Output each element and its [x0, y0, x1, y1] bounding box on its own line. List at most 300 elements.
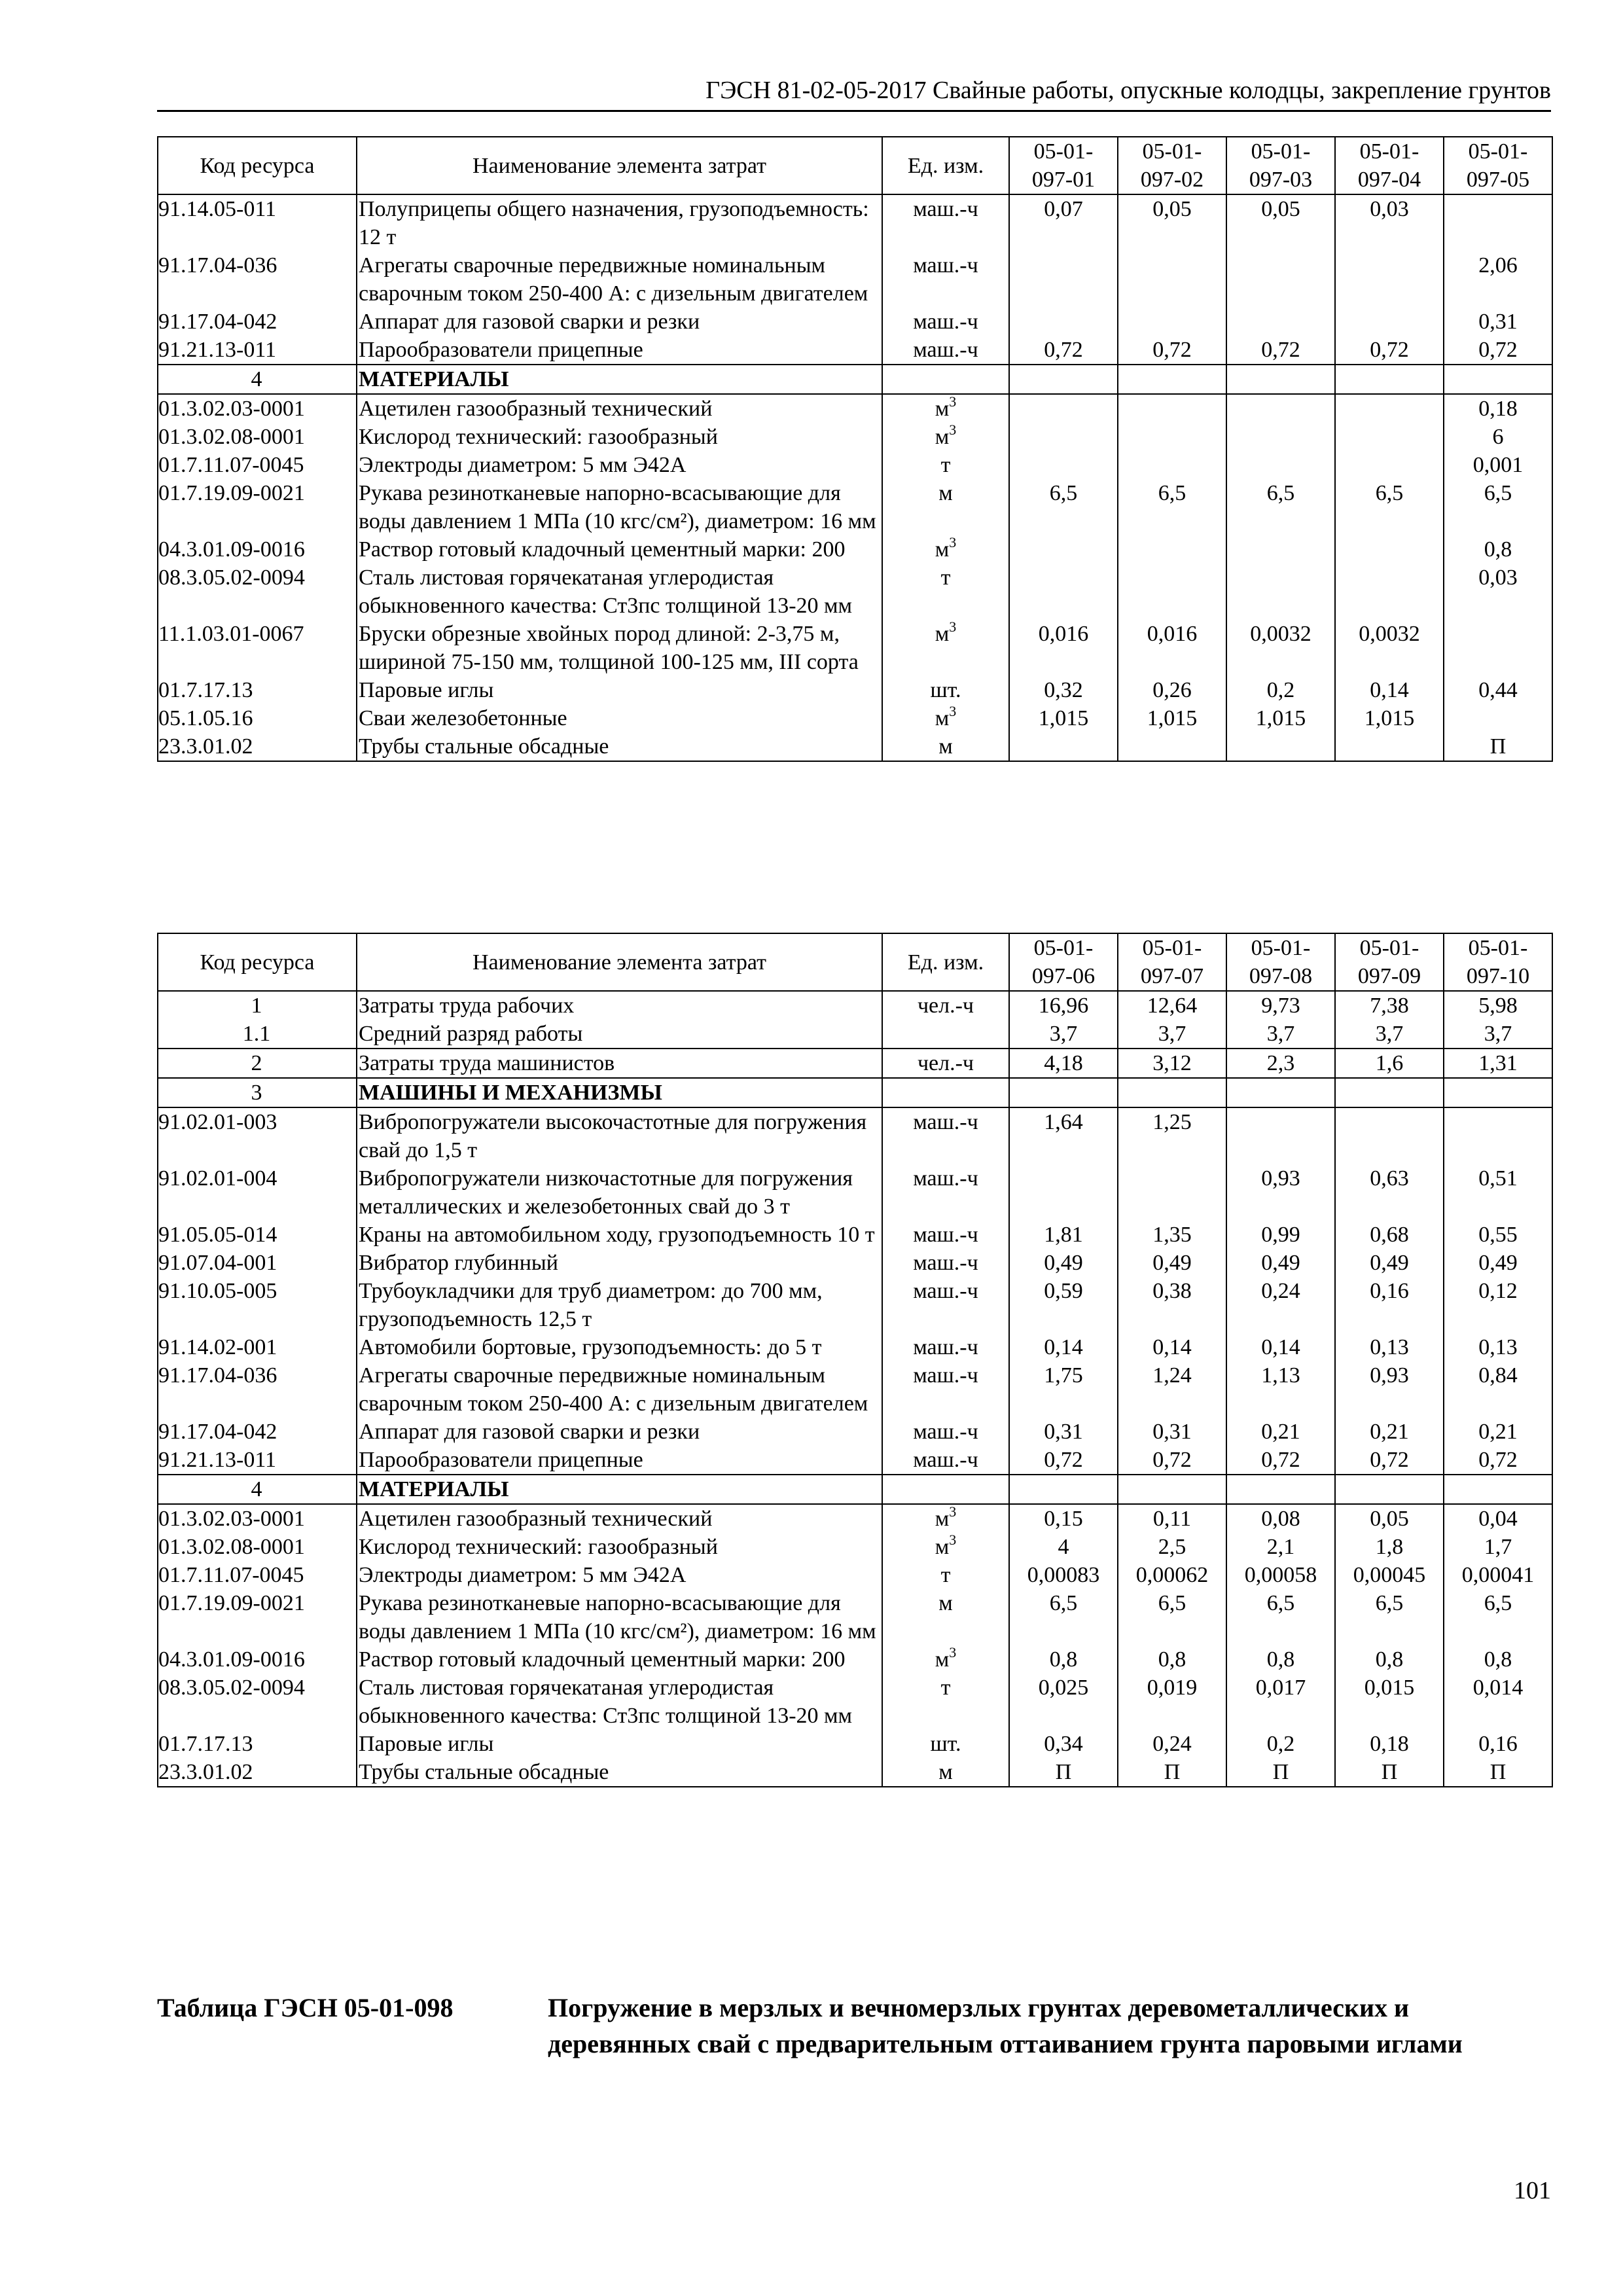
unit-cell — [882, 1533, 1009, 1561]
value-cell: 1,6 — [1335, 1049, 1444, 1078]
value-cell — [1335, 451, 1444, 479]
resource-name: Парообразователи прицепные — [357, 336, 882, 365]
resource-code: 91.14.05-011 — [158, 194, 357, 251]
table-row — [158, 336, 1552, 365]
value-cell: 6,5 — [1335, 479, 1444, 535]
value-cell: 0,015 — [1335, 1674, 1444, 1730]
value-cell: 6,5 — [1226, 1589, 1335, 1645]
header-code: Код ресурса — [158, 933, 357, 991]
value-cell — [1335, 308, 1444, 336]
value-cell: 1,015 — [1009, 704, 1118, 732]
resource-code: 91.17.04-042 — [158, 308, 357, 336]
resource-code: 91.07.04-001 — [158, 1249, 357, 1277]
resource-name: Раствор готовый кладочный цементный марки: 200 — [357, 1645, 882, 1674]
resource-code: 4 — [158, 1475, 357, 1504]
value-cell: 1,015 — [1118, 704, 1226, 732]
value-cell — [1335, 365, 1444, 394]
value-cell: 0,016 — [1118, 620, 1226, 676]
value-cell: 1,31 — [1444, 1049, 1552, 1078]
table-body — [158, 194, 1552, 761]
value-cell: 0,84 — [1444, 1361, 1552, 1418]
resource-code: 01.7.19.09-0021 — [158, 479, 357, 535]
resource-code: 01.7.17.13 — [158, 676, 357, 704]
unit-cell — [882, 1674, 1009, 1730]
unit-superscript: 3 — [949, 422, 957, 438]
value-cell: 0,08 — [1226, 1504, 1335, 1533]
value-cell: 7,38 — [1335, 991, 1444, 1020]
value-cell: 0,00062 — [1118, 1561, 1226, 1589]
unit-superscript: 3 — [949, 534, 957, 550]
unit-text: м — [935, 1535, 950, 1559]
value-cell: 1,75 — [1009, 1361, 1118, 1418]
resource-code: 01.3.02.08-0001 — [158, 1533, 357, 1561]
value-cell — [1118, 535, 1226, 564]
value-cell — [1335, 423, 1444, 451]
table-row — [158, 1533, 1552, 1561]
resource-code: 01.7.19.09-0021 — [158, 1589, 357, 1645]
resource-code: 11.1.03.01-0067 — [158, 620, 357, 676]
resource-name: Затраты труда рабочих — [357, 991, 882, 1020]
value-cell: 4,18 — [1009, 1049, 1118, 1078]
unit-cell — [882, 1333, 1009, 1361]
resource-code: 91.17.04-036 — [158, 251, 357, 308]
unit-text: маш.-ч — [913, 1251, 978, 1275]
value-cell: 2,5 — [1118, 1533, 1226, 1561]
unit-text: т — [940, 565, 951, 590]
header-code: Код ресурса — [158, 137, 357, 194]
value-cell: 0,13 — [1335, 1333, 1444, 1361]
resource-code: 91.02.01-003 — [158, 1107, 357, 1164]
unit-cell — [882, 1504, 1009, 1533]
unit-cell — [882, 336, 1009, 365]
table-row — [158, 1589, 1552, 1645]
resource-name: Паровые иглы — [357, 676, 882, 704]
table-row — [158, 1730, 1552, 1758]
resource-code: 01.7.11.07-0045 — [158, 451, 357, 479]
resource-code: 91.21.13-011 — [158, 1446, 357, 1475]
unit-text: чел.-ч — [917, 994, 974, 1018]
unit-cell — [882, 1589, 1009, 1645]
value-cell — [1118, 1475, 1226, 1504]
value-cell: П — [1335, 1758, 1444, 1787]
resource-code: 04.3.01.09-0016 — [158, 1645, 357, 1674]
resource-code: 23.3.01.02 — [158, 1758, 357, 1787]
resource-name: Краны на автомобильном ходу, грузоподъемность 10 т — [357, 1221, 882, 1249]
table-row — [158, 1561, 1552, 1589]
unit-cell — [882, 676, 1009, 704]
table-row — [158, 535, 1552, 564]
unit-text: м — [935, 397, 950, 421]
value-cell: 0,51 — [1444, 1164, 1552, 1221]
value-cell — [1009, 1475, 1118, 1504]
value-cell — [1226, 251, 1335, 308]
resource-table-2 — [157, 933, 1553, 1787]
value-cell: 0,04 — [1444, 1504, 1552, 1533]
value-cell: 2,06 — [1444, 251, 1552, 308]
value-cell: 0,49 — [1444, 1249, 1552, 1277]
table-row — [158, 251, 1552, 308]
unit-cell — [882, 1361, 1009, 1418]
value-cell: 2,1 — [1226, 1533, 1335, 1561]
value-cell: 1,81 — [1009, 1221, 1118, 1249]
value-cell: 12,64 — [1118, 991, 1226, 1020]
unit-cell — [882, 365, 1009, 394]
unit-cell — [882, 394, 1009, 423]
value-cell: 0,05 — [1335, 1504, 1444, 1533]
value-cell: П — [1444, 1758, 1552, 1787]
unit-cell — [882, 1107, 1009, 1164]
header-col-3: 05-01- 097-08 — [1226, 933, 1335, 991]
value-cell: 0,32 — [1009, 676, 1118, 704]
value-cell — [1226, 451, 1335, 479]
unit-text: м — [935, 1647, 950, 1672]
resource-code: 01.3.02.03-0001 — [158, 394, 357, 423]
value-cell — [1226, 365, 1335, 394]
value-cell — [1226, 1078, 1335, 1107]
table-row — [158, 1164, 1552, 1221]
value-cell: 0,16 — [1444, 1730, 1552, 1758]
header-col-4: 05-01- 097-04 — [1335, 137, 1444, 194]
unit-text: т — [940, 453, 951, 477]
value-cell — [1009, 535, 1118, 564]
value-cell — [1444, 704, 1552, 732]
value-cell — [1335, 564, 1444, 620]
header-unit: Ед. изм. — [882, 137, 1009, 194]
unit-text: чел.-ч — [917, 1051, 974, 1075]
unit-cell — [882, 1645, 1009, 1674]
unit-cell — [882, 1020, 1009, 1049]
resource-name: МАШИНЫ И МЕХАНИЗМЫ — [357, 1078, 882, 1107]
value-cell: 0,72 — [1444, 336, 1552, 365]
resource-name: Агрегаты сварочные передвижные номинальным сварочным током 250-400 А: с дизельным двигателем — [357, 251, 882, 308]
unit-cell — [882, 1249, 1009, 1277]
value-cell — [1226, 423, 1335, 451]
resource-code: 01.7.11.07-0045 — [158, 1561, 357, 1589]
value-cell — [1335, 1475, 1444, 1504]
unit-text: м — [935, 706, 950, 730]
unit-cell — [882, 564, 1009, 620]
resource-name: Рукава резинотканевые напорно-всасывающие для воды давлением 1 МПа (10 кгс/см²), диаметром: 16 мм — [357, 1589, 882, 1645]
value-cell — [1226, 732, 1335, 761]
resource-code: 04.3.01.09-0016 — [158, 535, 357, 564]
value-cell: 6,5 — [1118, 479, 1226, 535]
table-row — [158, 423, 1552, 451]
resource-name: Кислород технический: газообразный — [357, 423, 882, 451]
value-cell — [1335, 251, 1444, 308]
table-row — [158, 308, 1552, 336]
value-cell: 0,00083 — [1009, 1561, 1118, 1589]
value-cell: 0,03 — [1335, 194, 1444, 251]
value-cell: 0,24 — [1118, 1730, 1226, 1758]
resource-table-1 — [157, 136, 1553, 762]
table-row — [158, 1361, 1552, 1418]
value-cell: 0,72 — [1226, 336, 1335, 365]
table-row — [158, 194, 1552, 251]
table-row — [158, 394, 1552, 423]
resource-name: Вибропогружатели низкочастотные для погружения металлических и железобетонных свай до 3 т — [357, 1164, 882, 1221]
value-cell: 0,44 — [1444, 676, 1552, 704]
resource-name: Трубы стальные обсадные — [357, 1758, 882, 1787]
header-col-1: 05-01- 097-06 — [1009, 933, 1118, 991]
resource-code: 91.14.02-001 — [158, 1333, 357, 1361]
value-cell: 0,014 — [1444, 1674, 1552, 1730]
value-cell: 0,72 — [1009, 1446, 1118, 1475]
table-row — [158, 676, 1552, 704]
running-header: ГЭСН 81-02-05-2017 Свайные работы, опускные колодцы, закрепление грунтов — [157, 73, 1551, 112]
resource-name: Паровые иглы — [357, 1730, 882, 1758]
unit-superscript: 3 — [949, 1503, 957, 1520]
resource-name: Парообразователи прицепные — [357, 1446, 882, 1475]
unit-cell — [882, 423, 1009, 451]
value-cell: 0,99 — [1226, 1221, 1335, 1249]
table-row — [158, 1277, 1552, 1333]
resource-code: 08.3.05.02-0094 — [158, 564, 357, 620]
value-cell: 9,73 — [1226, 991, 1335, 1020]
unit-cell — [882, 1418, 1009, 1446]
value-cell: 1,24 — [1118, 1361, 1226, 1418]
resource-code: 1 — [158, 991, 357, 1020]
value-cell: 0,93 — [1335, 1361, 1444, 1418]
resource-name: Сталь листовая горячекатаная углеродистая обыкновенного качества: Ст3пс толщиной 13-20 мм — [357, 1674, 882, 1730]
resource-name: Автомобили бортовые, грузоподъемность: до 5 т — [357, 1333, 882, 1361]
page-number: 101 — [1514, 2177, 1551, 2204]
value-cell: 1,25 — [1118, 1107, 1226, 1164]
value-cell: 0,59 — [1009, 1277, 1118, 1333]
value-cell: 0,49 — [1118, 1249, 1226, 1277]
unit-text: м — [938, 734, 953, 759]
unit-text: маш.-ч — [913, 1448, 978, 1472]
unit-cell — [882, 620, 1009, 676]
resource-name: Электроды диаметром: 5 мм Э42А — [357, 451, 882, 479]
table-header-row — [158, 933, 1552, 991]
value-cell — [1118, 308, 1226, 336]
value-cell: 0,31 — [1118, 1418, 1226, 1446]
unit-text: маш.-ч — [913, 1279, 978, 1303]
unit-text: м — [938, 1760, 953, 1784]
table-row — [158, 479, 1552, 535]
table-row — [158, 451, 1552, 479]
value-cell — [1009, 423, 1118, 451]
value-cell: 0,00045 — [1335, 1561, 1444, 1589]
value-cell: 6,5 — [1226, 479, 1335, 535]
value-cell — [1226, 394, 1335, 423]
value-cell: 0,72 — [1009, 336, 1118, 365]
value-cell: 0,00041 — [1444, 1561, 1552, 1589]
unit-cell — [882, 1730, 1009, 1758]
unit-text: маш.-ч — [913, 338, 978, 362]
value-cell: 6,5 — [1444, 1589, 1552, 1645]
value-cell — [1226, 1107, 1335, 1164]
header-col-5: 05-01- 097-10 — [1444, 933, 1552, 991]
header-col-5: 05-01- 097-05 — [1444, 137, 1552, 194]
resource-name: Сталь листовая горячекатаная углеродистая обыкновенного качества: Ст3пс толщиной 13-20 мм — [357, 564, 882, 620]
header-name: Наименование элемента затрат — [357, 933, 882, 991]
value-cell — [1444, 365, 1552, 394]
value-cell: 0,12 — [1444, 1277, 1552, 1333]
table-row — [158, 1674, 1552, 1730]
value-cell: 0,31 — [1009, 1418, 1118, 1446]
value-cell — [1444, 1475, 1552, 1504]
value-cell — [1118, 451, 1226, 479]
value-cell — [1444, 194, 1552, 251]
value-cell: 6,5 — [1118, 1589, 1226, 1645]
resource-code: 23.3.01.02 — [158, 732, 357, 761]
resource-code: 91.17.04-036 — [158, 1361, 357, 1418]
value-cell: 1,015 — [1226, 704, 1335, 732]
unit-cell — [882, 1221, 1009, 1249]
section-row — [158, 365, 1552, 394]
value-cell: 0,21 — [1335, 1418, 1444, 1446]
value-cell: 6,5 — [1444, 479, 1552, 535]
value-cell: П — [1009, 1758, 1118, 1787]
unit-cell — [882, 308, 1009, 336]
unit-cell — [882, 704, 1009, 732]
value-cell: 0,0032 — [1226, 620, 1335, 676]
resource-code: 2 — [158, 1049, 357, 1078]
value-cell — [1335, 1107, 1444, 1164]
table-row — [158, 732, 1552, 761]
unit-text: маш.-ч — [913, 1223, 978, 1247]
value-cell — [1009, 394, 1118, 423]
section-row — [158, 1078, 1552, 1107]
value-cell: 0,03 — [1444, 564, 1552, 620]
value-cell: 5,98 — [1444, 991, 1552, 1020]
unit-cell — [882, 1078, 1009, 1107]
value-cell — [1118, 394, 1226, 423]
value-cell — [1009, 365, 1118, 394]
value-cell: 0,26 — [1118, 676, 1226, 704]
unit-text: м — [935, 622, 950, 646]
unit-cell — [882, 1561, 1009, 1589]
value-cell: 6 — [1444, 423, 1552, 451]
value-cell: 0,017 — [1226, 1674, 1335, 1730]
value-cell: 0,93 — [1226, 1164, 1335, 1221]
unit-text: маш.-ч — [913, 1335, 978, 1359]
value-cell — [1009, 564, 1118, 620]
resource-name: МАТЕРИАЛЫ — [357, 365, 882, 394]
unit-text: шт. — [930, 678, 961, 702]
caption-table-id: Таблица ГЭСН 05-01-098 — [157, 1993, 454, 2022]
value-cell: 0,11 — [1118, 1504, 1226, 1533]
header-col-1: 05-01- 097-01 — [1009, 137, 1118, 194]
value-cell: 6,5 — [1009, 479, 1118, 535]
resource-name: Электроды диаметром: 5 мм Э42А — [357, 1561, 882, 1589]
unit-superscript: 3 — [949, 619, 957, 635]
table-row — [158, 1418, 1552, 1446]
value-cell: 1,7 — [1444, 1533, 1552, 1561]
unit-text: м — [938, 1591, 953, 1615]
value-cell — [1444, 620, 1552, 676]
caption-title: Погружение в мерзлых и вечномерзлых грунтах деревометаллических и деревянных свай с предварительным оттаиванием грунта паровыми иглами — [548, 1993, 1463, 2058]
value-cell: 1,35 — [1118, 1221, 1226, 1249]
resource-name: Бруски обрезные хвойных пород длиной: 2-3,75 м, шириной 75-150 мм, толщиной 100-125 мм, III сорта — [357, 620, 882, 676]
value-cell: 0,72 — [1118, 336, 1226, 365]
value-cell: 0,24 — [1226, 1277, 1335, 1333]
table-row — [158, 1645, 1552, 1674]
value-cell: 0,019 — [1118, 1674, 1226, 1730]
unit-cell — [882, 1164, 1009, 1221]
table-row — [158, 1333, 1552, 1361]
value-cell: 0,63 — [1335, 1164, 1444, 1221]
value-cell: 3,7 — [1335, 1020, 1444, 1049]
value-cell — [1009, 732, 1118, 761]
value-cell — [1009, 308, 1118, 336]
value-cell — [1118, 564, 1226, 620]
section-row — [158, 1475, 1552, 1504]
unit-text: маш.-ч — [913, 253, 978, 278]
value-cell: 3,7 — [1118, 1020, 1226, 1049]
resource-name: Кислород технический: газообразный — [357, 1533, 882, 1561]
table-row — [158, 991, 1552, 1020]
table-row — [158, 1504, 1552, 1533]
resource-name: Вибропогружатели высокочастотные для погружения свай до 1,5 т — [357, 1107, 882, 1164]
resource-name: Вибратор глубинный — [357, 1249, 882, 1277]
value-cell: 3,12 — [1118, 1049, 1226, 1078]
value-cell: 0,05 — [1118, 194, 1226, 251]
table-row — [158, 620, 1552, 676]
unit-superscript: 3 — [949, 1644, 957, 1660]
table-row — [158, 1446, 1552, 1475]
resource-name: Трубы стальные обсадные — [357, 732, 882, 761]
resource-name: Затраты труда машинистов — [357, 1049, 882, 1078]
unit-text: маш.-ч — [913, 197, 978, 221]
unit-text: т — [940, 1676, 951, 1700]
value-cell: 0,14 — [1009, 1333, 1118, 1361]
value-cell — [1335, 394, 1444, 423]
value-cell: 0,8 — [1444, 535, 1552, 564]
value-cell: 0,38 — [1118, 1277, 1226, 1333]
unit-text: маш.-ч — [913, 1110, 978, 1134]
value-cell: 0,21 — [1226, 1418, 1335, 1446]
unit-cell — [882, 1446, 1009, 1475]
value-cell — [1226, 564, 1335, 620]
unit-superscript: 3 — [949, 393, 957, 410]
value-cell: 0,21 — [1444, 1418, 1552, 1446]
value-cell: 0,8 — [1335, 1645, 1444, 1674]
unit-cell — [882, 1758, 1009, 1787]
unit-superscript: 3 — [949, 1532, 957, 1548]
value-cell: 0,18 — [1444, 394, 1552, 423]
resource-code: 91.21.13-011 — [158, 336, 357, 365]
unit-text: маш.-ч — [913, 1363, 978, 1388]
value-cell: 0,72 — [1335, 1446, 1444, 1475]
value-cell: 0,55 — [1444, 1221, 1552, 1249]
resource-name: Рукава резинотканевые напорно-всасывающие для воды давлением 1 МПа (10 кгс/см²), диаметром: 16 мм — [357, 479, 882, 535]
unit-text: м — [935, 425, 950, 449]
value-cell: 0,2 — [1226, 1730, 1335, 1758]
value-cell: 0,14 — [1226, 1333, 1335, 1361]
value-cell — [1226, 1475, 1335, 1504]
unit-text: м — [938, 481, 953, 505]
value-cell: 0,72 — [1118, 1446, 1226, 1475]
resource-name: Ацетилен газообразный технический — [357, 394, 882, 423]
value-cell — [1335, 1078, 1444, 1107]
unit-cell — [882, 251, 1009, 308]
value-cell: 0,49 — [1335, 1249, 1444, 1277]
unit-cell — [882, 451, 1009, 479]
resource-name: Раствор готовый кладочный цементный марки: 200 — [357, 535, 882, 564]
resource-name: Трубоукладчики для труб диаметром: до 700 мм, грузоподъемность 12,5 т — [357, 1277, 882, 1333]
value-cell — [1009, 1078, 1118, 1107]
resource-code: 01.3.02.08-0001 — [158, 423, 357, 451]
value-cell: 0,49 — [1226, 1249, 1335, 1277]
value-cell: 0,16 — [1335, 1277, 1444, 1333]
value-cell: П — [1226, 1758, 1335, 1787]
table-row — [158, 1221, 1552, 1249]
resource-name: Сваи железобетонные — [357, 704, 882, 732]
unit-text: м — [935, 1507, 950, 1531]
table-row — [158, 704, 1552, 732]
